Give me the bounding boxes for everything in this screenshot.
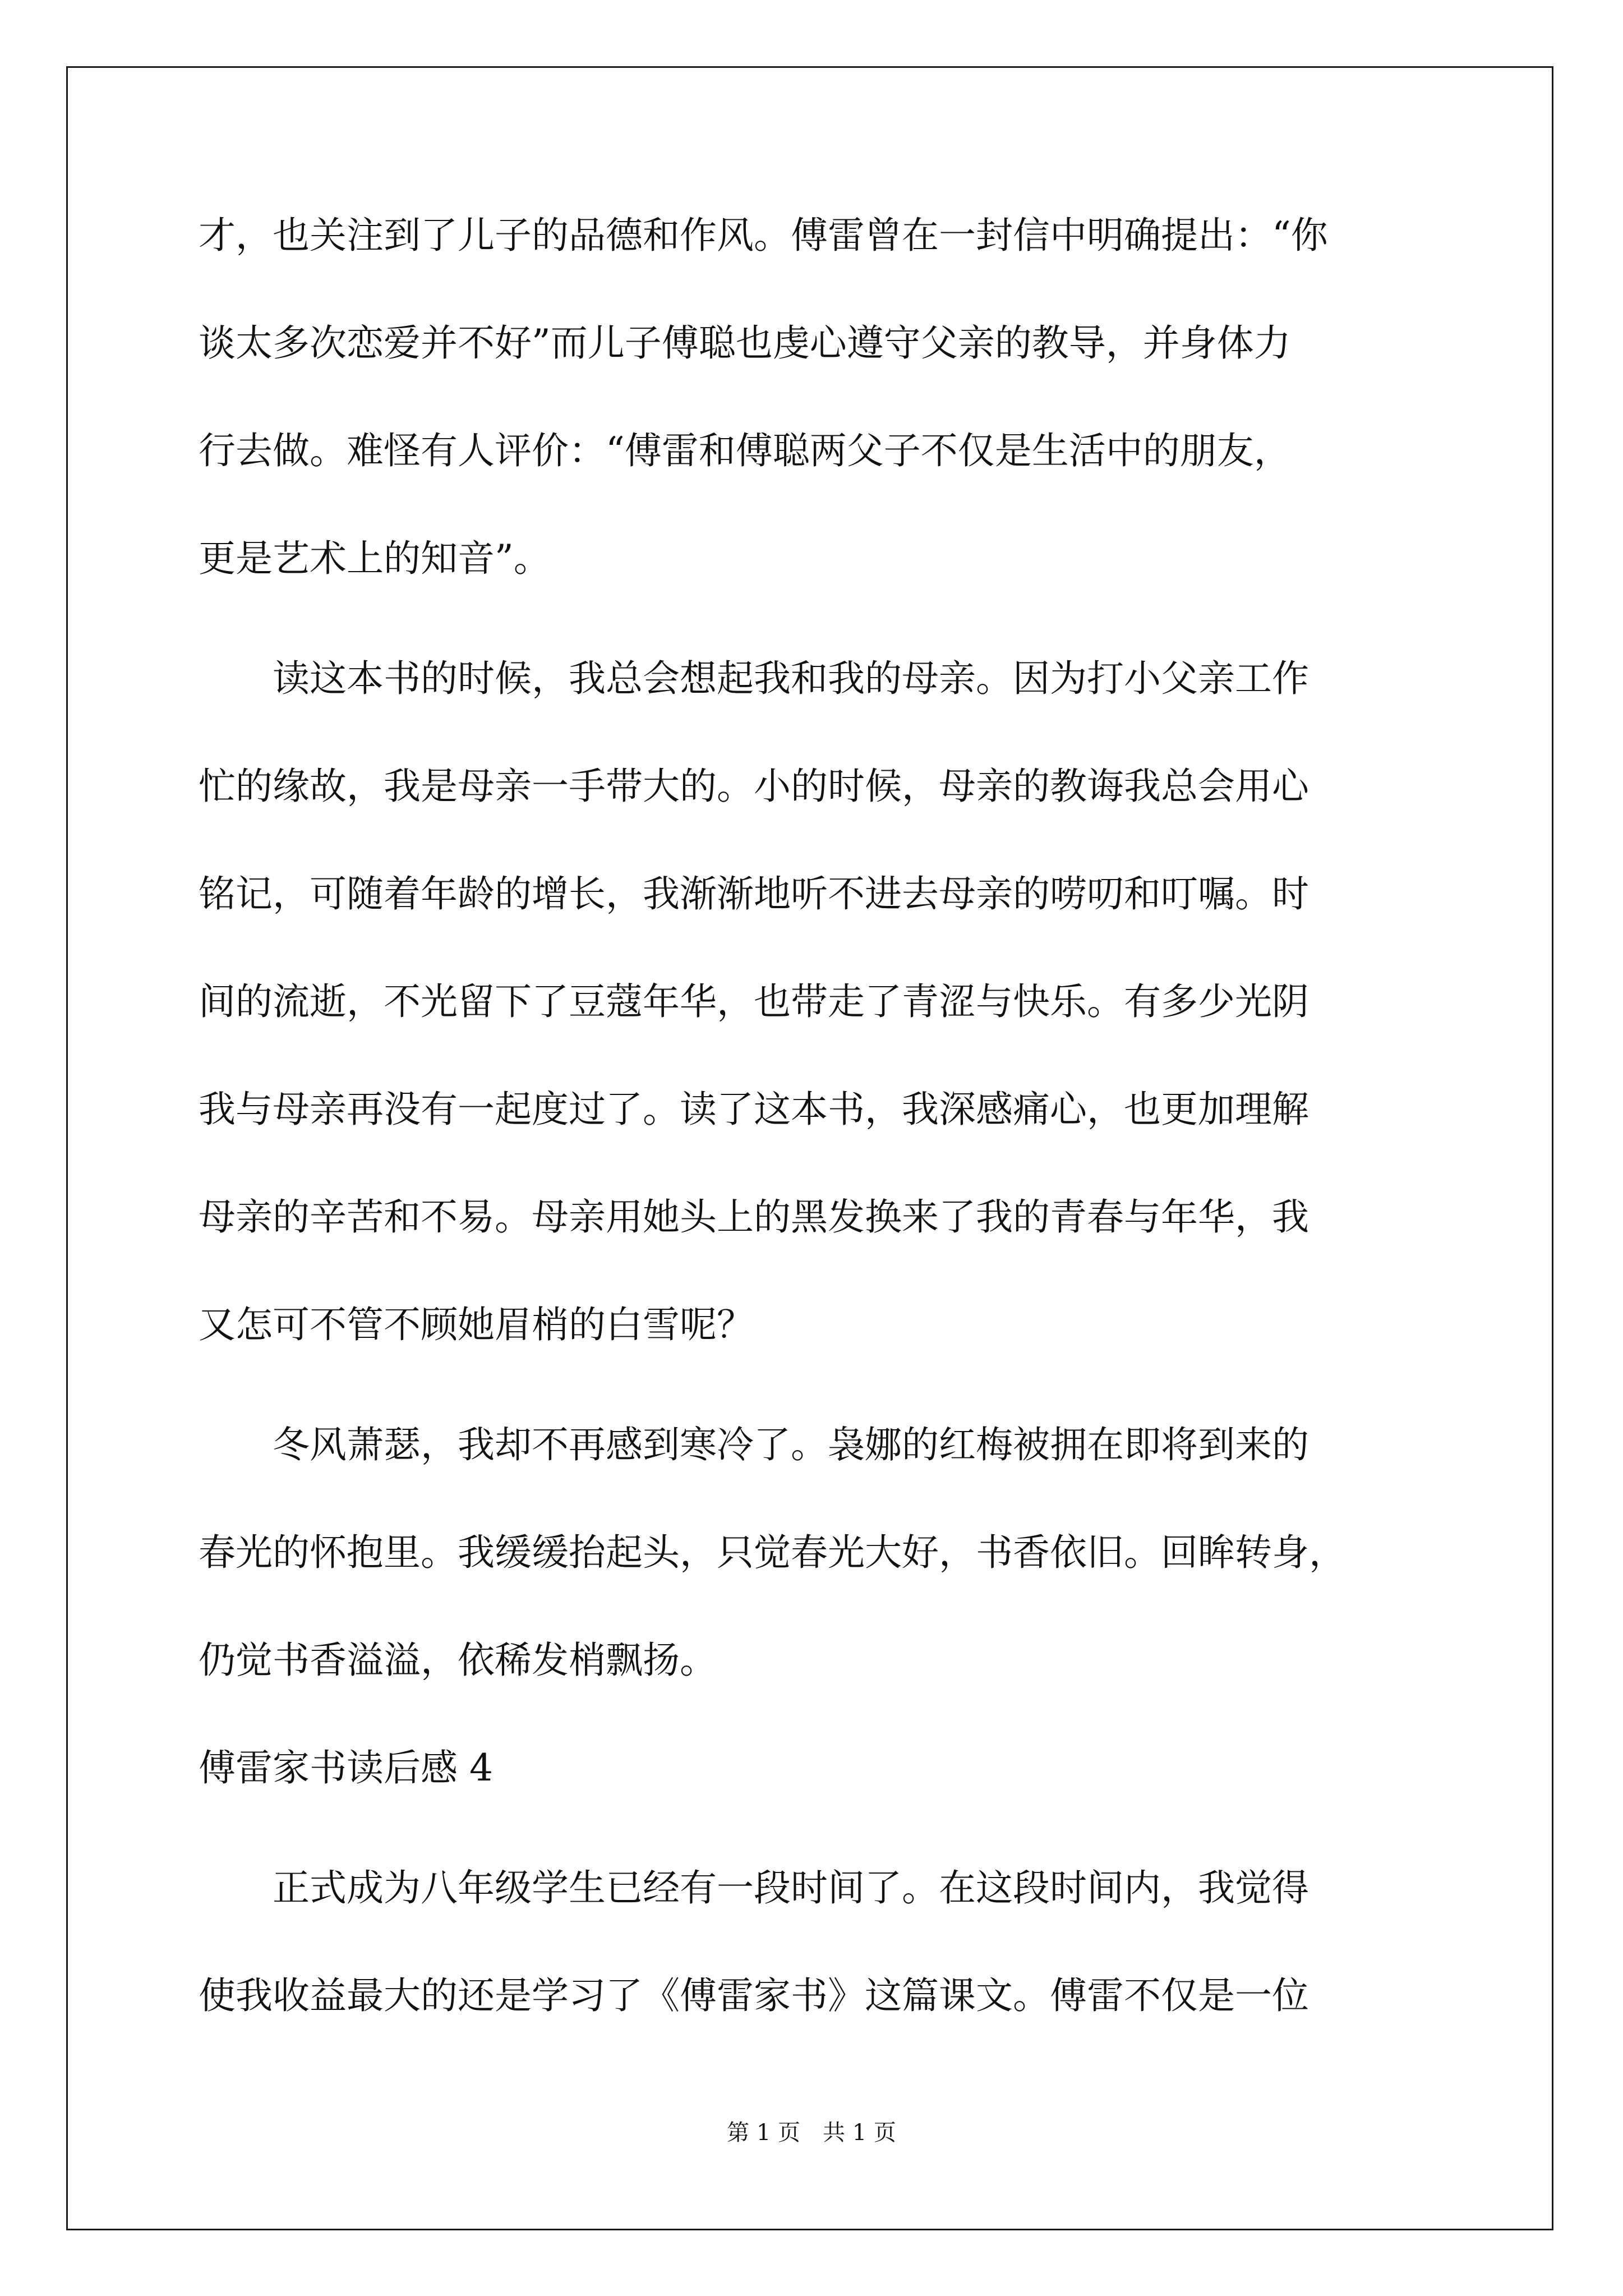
text-line: 正式成为八年级学生已经有一段时间了。在这段时间内，我觉得 [199,1866,1309,1910]
section-heading: 傅雷家书读后感 4 [199,1746,493,1789]
text-line: 行去做。难怪有人评价：“傅雷和傅聪两父子不仅是生活中的朋友， [199,429,1291,472]
text-line: 使我收益最大的还是学习了《傅雷家书》这篇课文。傅雷不仅是一位 [199,1974,1309,2017]
text-line: 母亲的辛苦和不易。母亲用她头上的黑发换来了我的青春与年华，我 [199,1195,1309,1239]
text-line: 忙的缘故，我是母亲一手带大的。小的时候，母亲的教诲我总会用心 [199,765,1309,808]
page-footer: 第 1 页 共 1 页 [727,2120,896,2146]
text-line: 谈太多次恋爱并不好”而儿子傅聪也虔心遵守父亲的教导，并身体力 [199,321,1291,365]
text-line: 读这本书的时候，我总会想起我和我的母亲。因为打小父亲工作 [199,657,1309,700]
text-line: 春光的怀抱里。我缓缓抬起头，只觉春光大好，书香依旧。回眸转身， [199,1531,1346,1574]
text-line: 冬风萧瑟，我却不再感到寒冷了。袅娜的红梅被拥在即将到来的 [199,1423,1309,1466]
text-line: 铭记，可随着年龄的增长，我渐渐地听不进去母亲的唠叨和叮嘱。时 [199,872,1309,915]
text-line: 才，也关注到了儿子的品德和作风。傅雷曾在一封信中明确提出：“你 [199,214,1328,257]
text-line: 仍觉书香溢溢，依稀发梢飘扬。 [199,1639,717,1682]
text-line: 间的流逝，不光留下了豆蔻年华，也带走了青涩与快乐。有多少光阴 [199,980,1309,1023]
text-line: 我与母亲再没有一起度过了。读了这本书，我深感痛心，也更加理解 [199,1088,1309,1131]
text-line: 又怎可不管不顾她眉梢的白雪呢？ [199,1303,754,1346]
text-line: 更是艺术上的知音”。 [199,537,551,580]
